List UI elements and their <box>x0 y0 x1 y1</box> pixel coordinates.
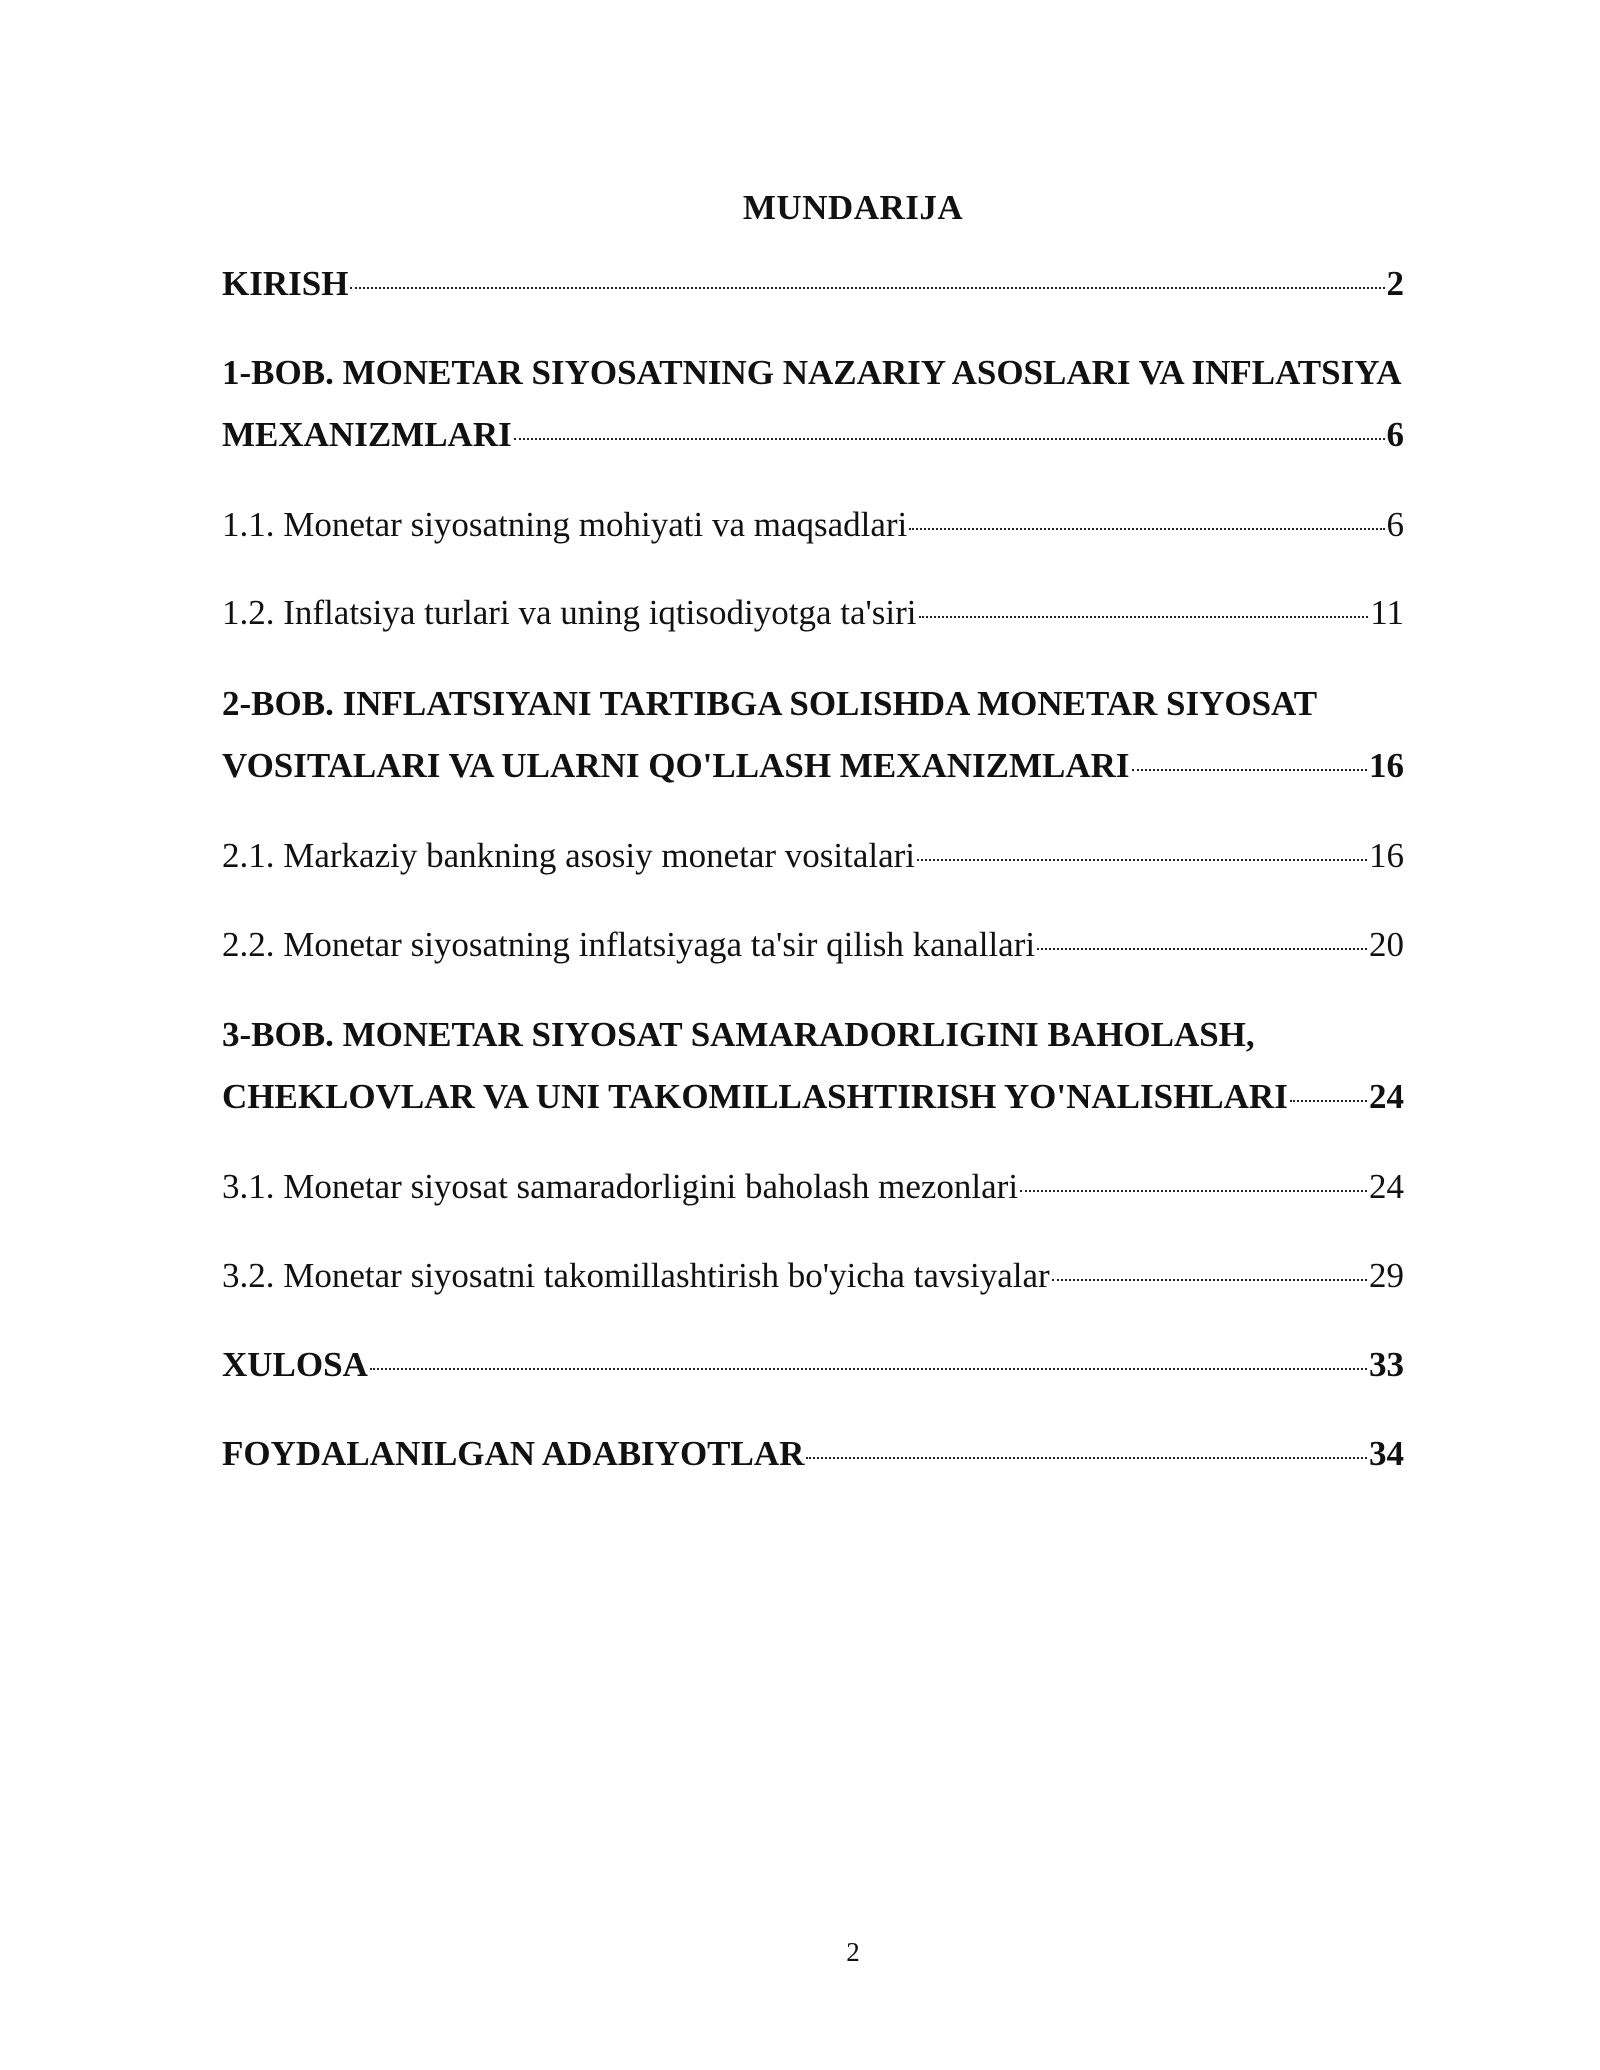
dot-leader <box>1052 1279 1367 1281</box>
toc-entry-section-3-1[interactable] <box>222 1156 1404 1218</box>
toc-entry-section-2-2[interactable] <box>222 914 1404 976</box>
toc-entry-xulosa[interactable] <box>222 1334 1404 1396</box>
toc-entry-label: XULOSA <box>222 1345 368 1384</box>
toc-entry-label: VOSITALARI VA ULARNI QO'LLASH MEXANIZMLARI <box>222 746 1130 785</box>
toc-entry-label-line1: 2-BOB. INFLATSIYANI TARTIBGA SOLISHDA MONETAR SIYOSAT <box>222 684 1318 723</box>
footer-page-number: 2 <box>846 1937 860 1967</box>
toc-entry-label-line1: 1-BOB. MONETAR SIYOSATNING NAZARIY ASOSLARI VA INFLATSIYA <box>222 353 1402 392</box>
dot-leader <box>1020 1190 1367 1192</box>
dot-leader <box>909 528 1384 530</box>
toc-entry-section-1-2[interactable] <box>222 582 1404 644</box>
dot-leader <box>350 287 1384 289</box>
toc-entry-section-2-1[interactable] <box>222 825 1404 887</box>
dot-leader <box>370 1368 1367 1370</box>
toc-entry-label: 3.1. Monetar siyosat samaradorligini baholash mezonlari <box>222 1167 1019 1206</box>
toc-entry-section-1-1[interactable] <box>222 494 1404 556</box>
toc-entry-label: FOYDALANILGAN ADABIYOTLAR <box>222 1434 805 1473</box>
toc-entry-page: 24 <box>1369 1077 1404 1116</box>
toc-entry-page: 34 <box>1369 1434 1404 1473</box>
dot-leader <box>806 1457 1367 1459</box>
toc-entry-label: 2.1. Markaziy bankning asosiy monetar vositalari <box>222 836 916 875</box>
toc-entry-chapter-3[interactable] <box>222 1004 1404 1128</box>
toc-entry-label: 3.2. Monetar siyosatni takomillashtirish bo'yicha tavsiyalar <box>222 1256 1050 1295</box>
toc-entry-kirish[interactable] <box>222 253 1404 315</box>
toc-entry-chapter-2[interactable] <box>222 673 1404 797</box>
dot-leader <box>917 859 1367 861</box>
toc-entry-label: CHEKLOVLAR VA UNI TAKOMILLASHTIRISH YO'NALISHLARI <box>222 1077 1288 1116</box>
toc-title: MUNDARIJA <box>742 188 964 227</box>
dot-leader <box>919 616 1369 618</box>
toc-entry-label: 1.2. Inflatsiya turlari va uning iqtisodiyotga ta'siri <box>222 593 917 632</box>
toc-entry-page: 2 <box>1386 264 1404 303</box>
dot-leader <box>1290 1100 1367 1102</box>
toc-entry-chapter-1[interactable] <box>222 342 1404 466</box>
toc-entry-page: 24 <box>1369 1167 1404 1206</box>
toc-entry-page: 29 <box>1369 1256 1404 1295</box>
toc-entry-page: 20 <box>1369 925 1404 964</box>
toc-entry-label: 2.2. Monetar siyosatning inflatsiyaga ta'sir qilish kanallari <box>222 925 1036 964</box>
toc-entry-section-3-2[interactable] <box>222 1245 1404 1307</box>
toc-entry-page: 6 <box>1386 505 1404 544</box>
toc-entry-page: 16 <box>1369 836 1404 875</box>
dot-leader <box>1037 948 1367 950</box>
toc-entry-page: 11 <box>1370 593 1404 632</box>
toc-entry-label-line1: 3-BOB. MONETAR SIYOSAT SAMARADORLIGINI BAHOLASH, <box>222 1015 1255 1054</box>
dot-leader <box>1132 769 1367 771</box>
toc-entry-page: 16 <box>1369 746 1404 785</box>
toc-entry-page: 33 <box>1369 1345 1404 1384</box>
toc-entry-label: KIRISH <box>222 264 349 303</box>
dot-leader <box>514 438 1385 440</box>
toc-entry-references[interactable] <box>222 1423 1404 1485</box>
toc-entry-label: 1.1. Monetar siyosatning mohiyati va maqsadlari <box>222 505 908 544</box>
toc-entry-page: 6 <box>1386 415 1404 454</box>
toc-entry-label: MEXANIZMLARI <box>222 415 512 454</box>
